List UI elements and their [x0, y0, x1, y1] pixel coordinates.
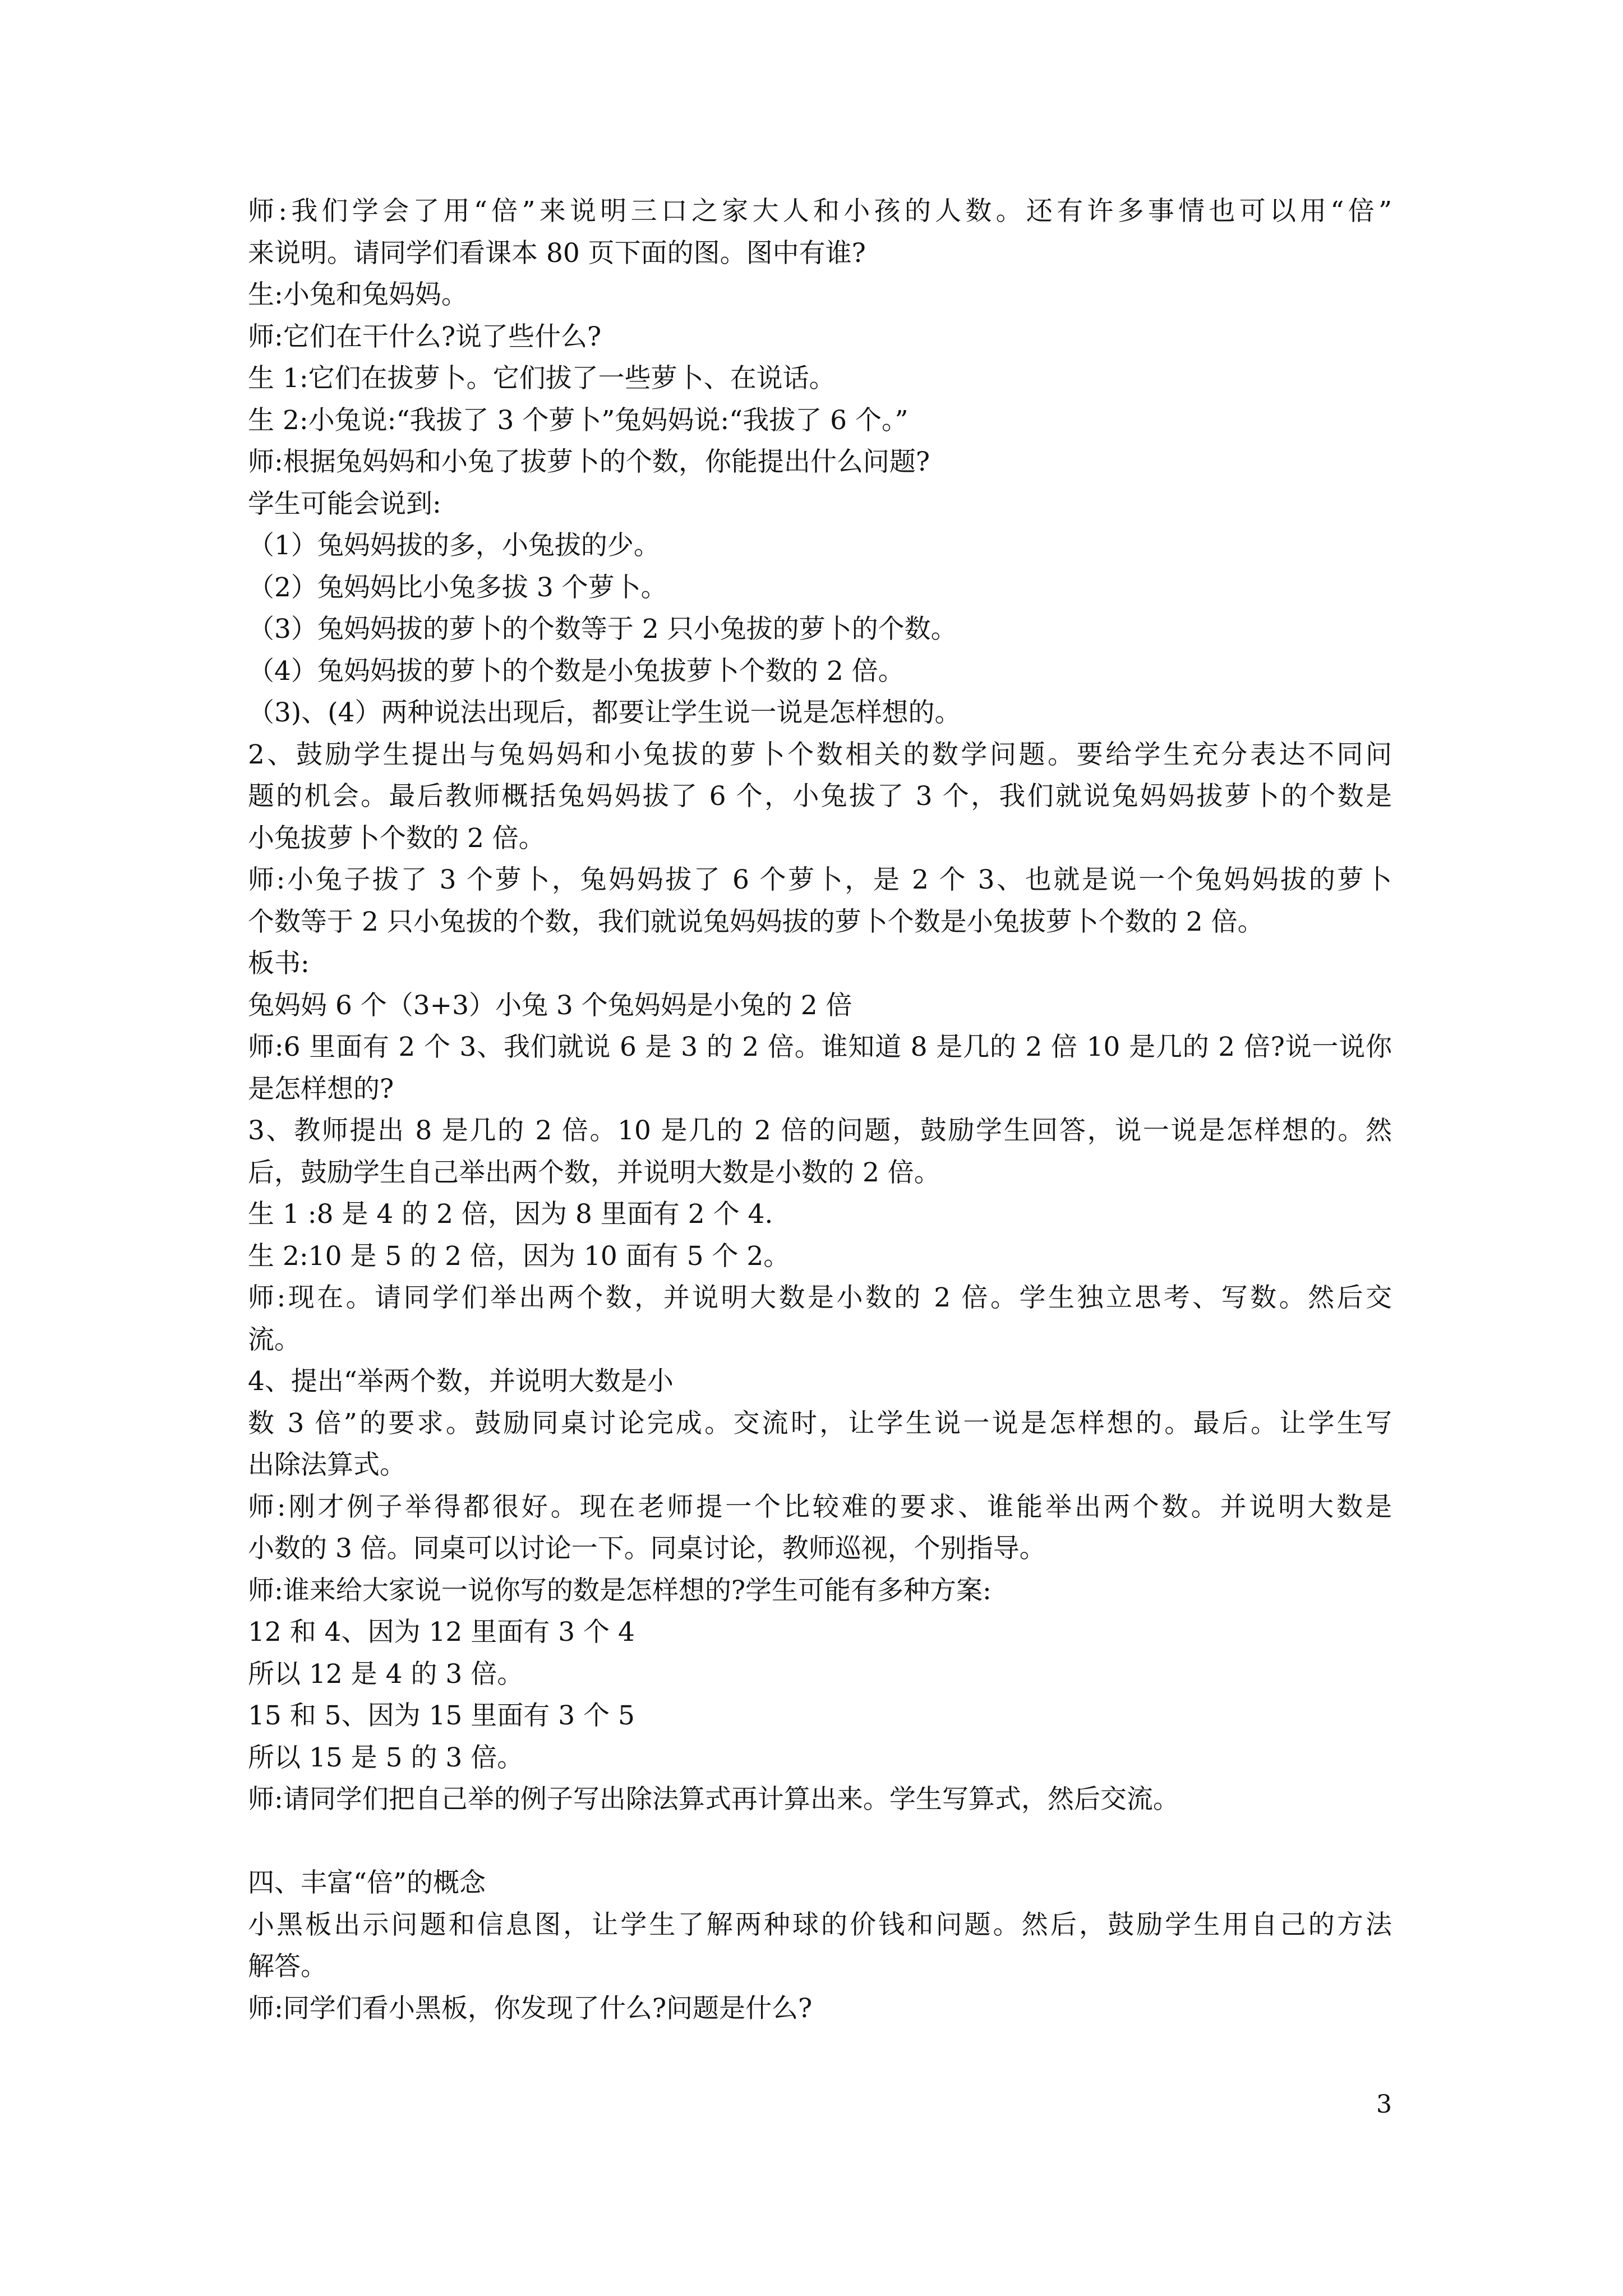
text-line: 师:6 里面有 2 个 3、我们就说 6 是 3 的 2 倍。谁知道 8 是几的 2 倍 10 是几的 2 倍?说一说你: [248, 1032, 1392, 1062]
text-line: 后，鼓励学生自己举出两个数，并说明大数是小数的 2 倍。: [248, 1157, 940, 1188]
text-line: 师:同学们看小黑板，你发现了什么?问题是什么?: [248, 1993, 813, 2024]
text-line: 板书:: [248, 948, 310, 979]
text-line: 师:请同学们把自己举的例子写出除法算式再计算出来。学生写算式，然后交流。: [248, 1784, 1179, 1815]
text-line: 生 1 :8 是 4 的 2 倍，因为 8 里面有 2 个 4.: [248, 1199, 773, 1230]
text-line: （3)、(4）两种说法出现后，都要让学生说一说是怎样想的。: [248, 697, 961, 728]
text-line: （1）兔妈妈拔的多，小兔拔的少。: [248, 530, 660, 561]
text-line: 数 3 倍”的要求。鼓励同桌讨论完成。交流时，让学生说一说是怎样想的。最后。让学生写: [248, 1407, 1392, 1439]
text-line: 师:刚才例子举得都很好。现在老师提一个比较难的要求、谁能举出两个数。并说明大数是: [248, 1491, 1392, 1522]
document-body: [248, 191, 1392, 2030]
text-line: 小黑板出示问题和信息图，让学生了解两种球的价钱和问题。然后，鼓励学生用自己的方法: [248, 1909, 1392, 1940]
text-line: 流。: [248, 1324, 301, 1355]
text-line: 生 1:它们在拔萝卜。它们拔了一些萝卜、在说话。: [248, 363, 836, 394]
text-line: （4）兔妈妈拔的萝卜的个数是小兔拔萝卜个数的 2 倍。: [248, 655, 905, 687]
text-line: 2、鼓励学生提出与兔妈妈和小兔拔的萝卜个数相关的数学问题。要给学生充分表达不同问: [248, 739, 1392, 770]
text-line: （2）兔妈妈比小兔多拔 3 个萝卜。: [248, 572, 667, 603]
text-line: 15 和 5、因为 15 里面有 3 个 5: [248, 1700, 635, 1731]
text-line: 解答。: [248, 1951, 327, 1982]
text-line: 生 2:小兔说:“我拔了 3 个萝卜”兔妈妈说:“我拔了 6 个。”: [248, 404, 909, 436]
text-line: 来说明。请同学们看课本 80 页下面的图。图中有谁?: [248, 237, 866, 269]
text-line: 所以 15 是 5 的 3 倍。: [248, 1742, 524, 1773]
text-line: 出除法算式。: [248, 1450, 406, 1480]
text-line: 师:根据兔妈妈和小兔了拔萝卜的个数，你能提出什么问题?: [248, 447, 930, 477]
text-line: 学生可能会说到:: [248, 488, 441, 519]
text-line: 3、教师提出 8 是几的 2 倍。10 是几的 2 倍的问题，鼓励学生回答，说一说是怎样想的。然: [248, 1115, 1392, 1146]
page-number: 3: [1376, 2090, 1392, 2119]
text-line: 生 2:10 是 5 的 2 倍，因为 10 面有 5 个 2。: [248, 1240, 790, 1272]
text-line: 所以 12 是 4 的 3 倍。: [248, 1658, 524, 1690]
text-line: 题的机会。最后教师概括兔妈妈拔了 6 个，小兔拔了 3 个，我们就说兔妈妈拔萝卜的个数是: [248, 781, 1392, 812]
text-line: （3）兔妈妈拔的萝卜的个数等于 2 只小兔拔的萝卜的个数。: [248, 614, 957, 645]
text-line: 兔妈妈 6 个（3+3）小兔 3 个兔妈妈是小兔的 2 倍: [248, 990, 852, 1021]
text-line: 师:小兔子拔了 3 个萝卜，兔妈妈拔了 6 个萝卜，是 2 个 3、也就是说一个兔妈妈拔的萝卜: [248, 864, 1392, 895]
text-line: 生:小兔和兔妈妈。: [248, 279, 468, 310]
text-line: 小数的 3 倍。同桌可以讨论一下。同桌讨论，教师巡视，个别指导。: [248, 1533, 1046, 1564]
text-line: 是怎样想的?: [248, 1073, 394, 1105]
section-heading: 四、丰富“倍”的概念: [248, 1867, 486, 1898]
text-line: 师:谁来给大家说一说你写的数是怎样想的?学生可能有多种方案:: [248, 1575, 992, 1606]
blank-line: [248, 1821, 1392, 1863]
text-line: 4、提出“举两个数，并说明大数是小: [248, 1366, 674, 1397]
text-line: 12 和 4、因为 12 里面有 3 个 4: [248, 1617, 635, 1648]
text-line: 小兔拔萝卜个数的 2 倍。: [248, 822, 545, 854]
text-line: 师:它们在干什么?说了些什么?: [248, 321, 602, 352]
text-line: 个数等于 2 只小兔拔的个数，我们就说兔妈妈拔的萝卜个数是小兔拔萝卜个数的 2 倍。: [248, 906, 1264, 937]
text-line: 师:我们学会了用“倍”来说明三口之家大人和小孩的人数。还有许多事情也可以用“倍”: [248, 196, 1392, 227]
text-line: 师:现在。请同学们举出两个数，并说明大数是小数的 2 倍。学生独立思考、写数。然后交: [248, 1282, 1392, 1313]
